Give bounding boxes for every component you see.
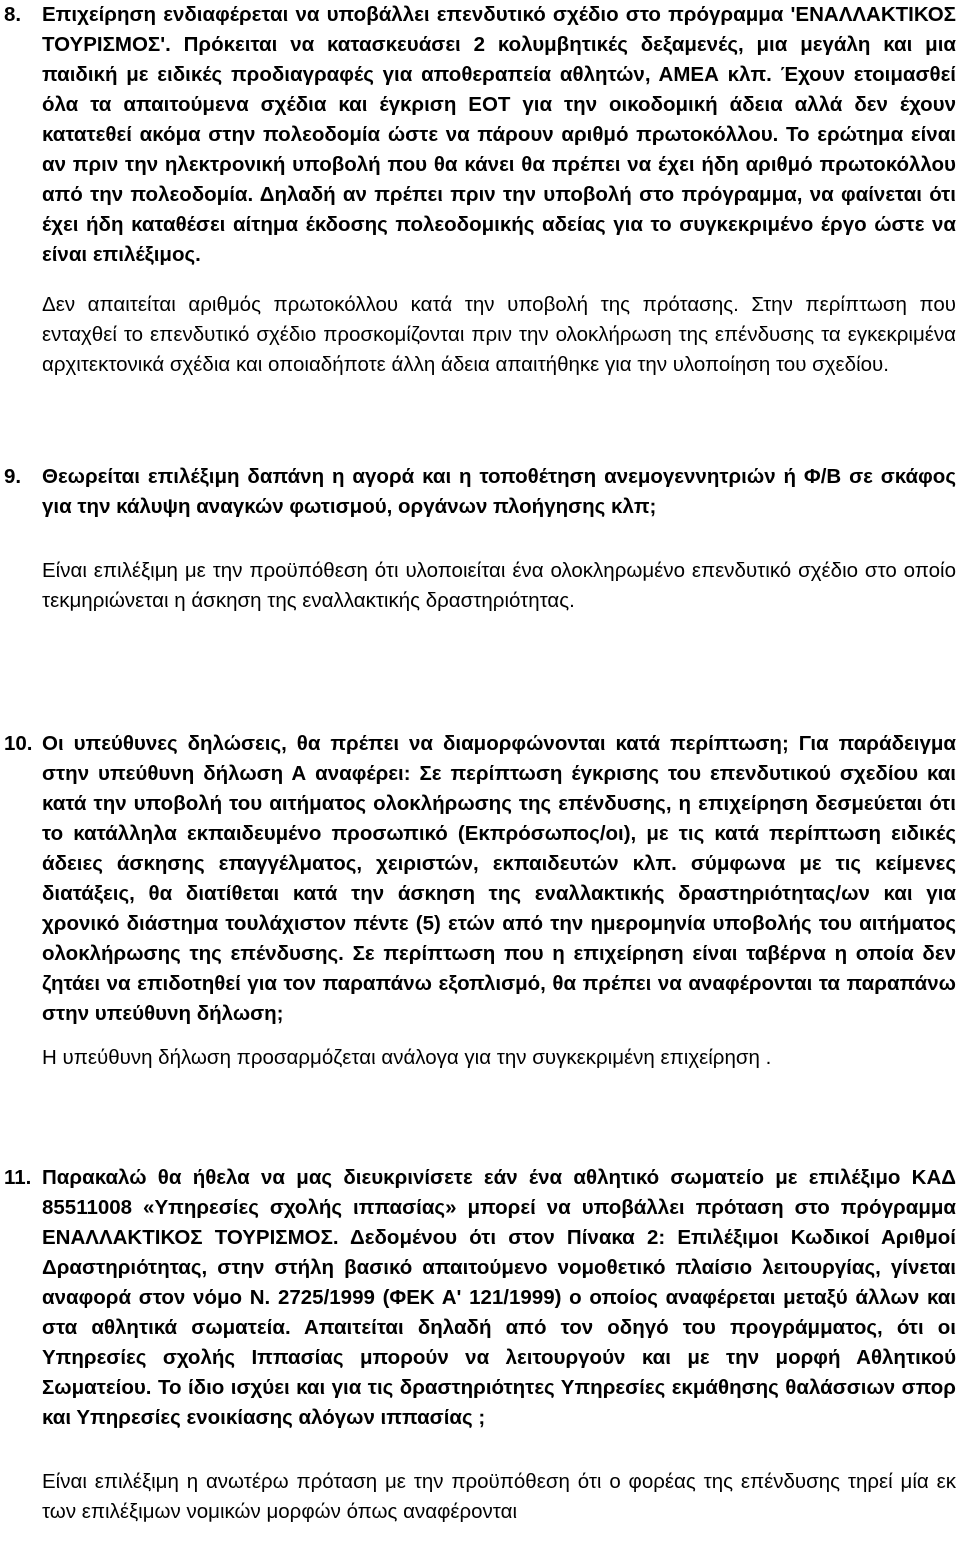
question-text: Θεωρείται επιλέξιμη δαπάνη η αγορά και η τοποθέτηση ανεμογεννητριών ή Φ/Β σε σκάφος για την κάλυψη αναγκών φωτισμού, οργάνων πλοήγησης κλπ; (42, 465, 956, 518)
faq-item-10 (4, 729, 956, 1073)
faq-item-8 (4, 0, 956, 380)
answer-text: Η υπεύθυνη δήλωση προσαρμόζεται ανάλογα για την συγκεκριμένη επιχείρηση . (42, 1046, 772, 1069)
answer-text: Είναι επιλέξιμη με την προϋπόθεση ότι υλοποιείται ένα ολοκληρωμένο επενδυτικό σχέδιο στο οποίο τεκμηριώνεται η άσκηση της εναλλακτικής δραστηριότητας. (42, 559, 956, 612)
answer-text: Είναι επιλέξιμη η ανωτέρω πρόταση με την προϋπόθεση ότι ο φορέας της επένδυσης τηρεί μία εκ των επιλέξιμων νομικών μορφών όπως αναφέρονται (42, 1470, 956, 1523)
question-text: Επιχείρηση ενδιαφέρεται να υποβάλλει επενδυτικό σχέδιο στο πρόγραμμα 'ΕΝΑΛΛΑΚΤΙΚΟΣ ΤΟΥΡΙΣΜΟΣ'. Πρόκειται να κατασκευάσει 2 κολυμβητικές δεξαμενές, μια μεγάλη και μια παιδική με ειδικές προδιαγραφές για αποθεραπεία αθλητών, ΑΜΕΑ κλπ. Έχουν ετοιμασθεί όλα τα απαιτούμενα σχέδια και έγκριση ΕΟΤ για την οικοδομική άδεια αλλά δεν έχουν κατατεθεί ακόμα στην πολεοδομία ώστε να πάρουν αριθμό πρωτοκόλλου. Το ερώτημα είναι αν πριν την ηλεκτρονική υποβολή που θα κάνει θα πρέπει να έχει ήδη αριθμό πρωτοκόλλου από την πολεοδομία. Δηλαδή αν πρέπει πριν την υποβολή στο πρόγραμμα, να φαίνεται ότι έχει ήδη καταθέσει αίτημα έκδοσης πολεοδομικής αδείας για το συγκεκριμένο έργο ώστε να είναι επιλέξιμος. (42, 3, 956, 266)
answer-text: Δεν απαιτείται αριθμός πρωτοκόλλου κατά την υποβολή της πρότασης. Στην περίπτωση που ενταχθεί το επενδυτικό σχέδιο προσκομίζονται πριν την ολοκλήρωση της επένδυσης τα εγκεκριμένα αρχιτεκτονικά σχέδια και οποιαδήποτε άλλη άδεια απαιτήθηκε για την υλοποίηση του σχεδίου. (42, 293, 956, 376)
question-text: Οι υπεύθυνες δηλώσεις, θα πρέπει να διαμορφώνονται κατά περίπτωση; Για παράδειγμα στην υπεύθυνη δήλωση Α αναφέρει: Σε περίπτωση έγκρισης του επενδυτικού σχεδίου και κατά την υποβολή του αιτήματος ολοκλήρωσης της επένδυσης, η επιχείρηση δεσμεύεται ότι το κατάλληλα εκπαιδευμένο προσωπικό (Εκπρόσωπος/οι), με τις κατά περίπτωση ειδικές άδειες άσκησης επαγγέλματος, χειριστών, εκπαιδευτών κλπ. σύμφωνα με τις κείμενες διατάξεις, θα διατίθεται κατά την άσκηση της εναλλακτικής δραστηριότητας/ων και για χρονικό διάστημα τουλάχιστον πέντε (5) ετών από την ημερομηνία υποβολής του αιτήματος ολοκλήρωσης της επένδυσης. Σε περίπτωση που η επιχείρηση είναι ταβέρνα η οποία δεν ζητάει να επιδοτηθεί για τον παραπάνω εξοπλισμό, θα πρέπει να αναφέρονται τα παραπάνω στην υπεύθυνη δήλωση; (42, 732, 956, 1025)
question-number: 8. (4, 3, 22, 26)
faq-item-9 (4, 462, 956, 616)
question-number: 10. (4, 732, 33, 755)
faq-item-11 (4, 1163, 956, 1527)
question-text: Παρακαλώ θα ήθελα να μας διευκρινίσετε εάν ένα αθλητικό σωματείο με επιλέξιμο ΚΑΔ 85511008 «Υπηρεσίες σχολής ιππασίας» μπορεί να υποβάλλει πρόταση στο πρόγραμμα ΕΝΑΛΛΑΚΤΙΚΟΣ ΤΟΥΡΙΣΜΟΣ. Δεδομένου ότι στον Πίνακα 2: Επιλέξιμοι Κωδικοί Αριθμοί Δραστηριότητας, στην στήλη βασικό απαιτούμενο νομοθετικό πλαίσιο λειτουργίας, γίνεται αναφορά στον νόμο Ν. 2725/1999 (ΦΕΚ Α' 121/1999) ο οποίος αναφέρεται μεταξύ άλλων και στα αθλητικά σωματεία. Απαιτείται δηλαδή από τον οδηγό του προγράμματος, ότι οι Υπηρεσίες σχολής Ιππασίας μπορούν να λειτουργούν και με την μορφή Αθλητικού Σωματείου. Το ίδιο ισχύει και για τις δραστηριότητες Υπηρεσίες εκμάθησης θαλάσσιων σπορ και Υπηρεσίες ενοικίασης αλόγων ιππασίας ; (42, 1166, 956, 1429)
question-number: 9. (4, 465, 22, 488)
question-number: 11. (4, 1166, 32, 1189)
